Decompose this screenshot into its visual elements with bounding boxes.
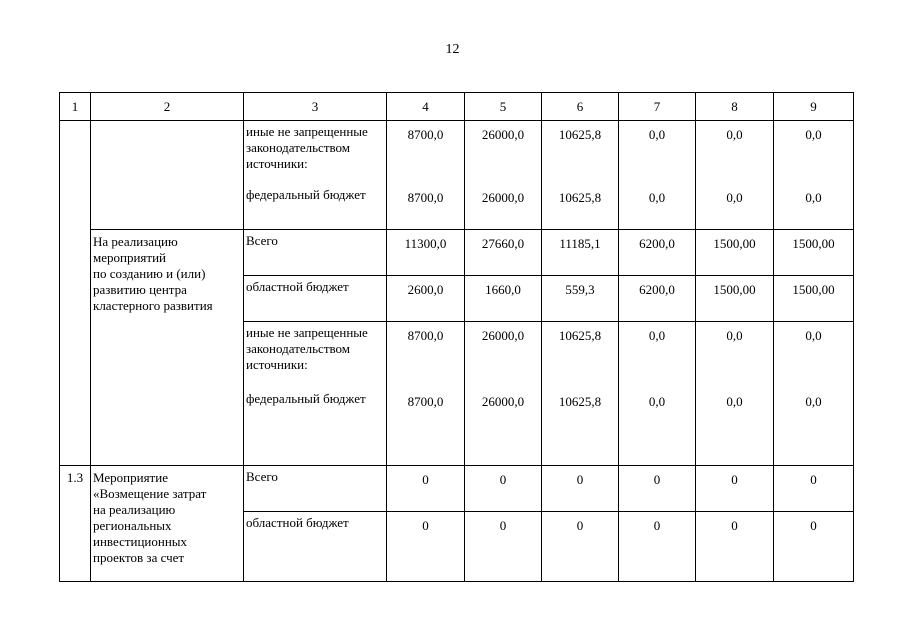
source-cell: федеральный бюджет: [244, 184, 387, 230]
value-cell: 0,0: [774, 184, 854, 230]
value-cell: 0: [696, 512, 774, 582]
name-line: инвестиционных: [93, 534, 188, 549]
name-line: на реализацию: [93, 502, 176, 517]
value-cell: 0,0: [619, 184, 696, 230]
header-cell: 8: [696, 93, 774, 121]
header-cell: 7: [619, 93, 696, 121]
value-cell: 1500,00: [696, 276, 774, 322]
value-cell: 26000,0: [465, 184, 542, 230]
value-cell: 0: [774, 512, 854, 582]
row-name-cell: [91, 230, 244, 466]
value-cell: 10625,8: [542, 121, 619, 184]
header-cell: 4: [387, 93, 465, 121]
page-number: 12: [445, 42, 460, 57]
value-cell: 2600,0: [387, 276, 465, 322]
value-cell: 8700,0: [387, 388, 465, 466]
header-cell: 6: [542, 93, 619, 121]
value-cell: 11300,0: [387, 230, 465, 276]
value-cell: 0: [619, 466, 696, 512]
value-cell: 0,0: [696, 121, 774, 184]
source-cell: федеральный бюджет: [244, 388, 387, 466]
name-line: развитию центра: [93, 282, 187, 297]
value-cell: 26000,0: [465, 322, 542, 388]
value-cell: 10625,8: [542, 322, 619, 388]
name-line: мероприятий: [93, 250, 166, 265]
value-cell: 1500,00: [774, 230, 854, 276]
value-cell: 0,0: [774, 322, 854, 388]
value-cell: 1500,00: [774, 276, 854, 322]
name-line: региональных: [93, 518, 172, 533]
name-line: Мероприятие: [93, 470, 168, 485]
name-line: кластерного развития: [93, 298, 213, 313]
value-cell: 0: [387, 512, 465, 582]
value-cell: 559,3: [542, 276, 619, 322]
value-cell: 0: [619, 512, 696, 582]
value-cell: 26000,0: [465, 121, 542, 184]
value-cell: 0: [542, 466, 619, 512]
header-cell: 1: [60, 93, 91, 121]
table-row: [60, 230, 854, 276]
value-cell: 0,0: [774, 121, 854, 184]
name-line: проектов за счет: [93, 550, 185, 565]
value-cell: 6200,0: [619, 230, 696, 276]
value-cell: 0,0: [696, 322, 774, 388]
header-cell: 5: [465, 93, 542, 121]
value-cell: 0,0: [619, 322, 696, 388]
source-line: источники:: [246, 357, 308, 372]
source-cell: [244, 121, 387, 184]
table-row: [60, 466, 854, 512]
source-cell: областной бюджет: [244, 512, 387, 582]
value-cell: 11185,1: [542, 230, 619, 276]
value-cell: 0: [465, 466, 542, 512]
value-cell: 10625,8: [542, 184, 619, 230]
value-cell: 0,0: [696, 184, 774, 230]
value-cell: 8700,0: [387, 322, 465, 388]
source-cell: [244, 322, 387, 388]
value-cell: 0: [465, 512, 542, 582]
source-line: законодательством: [246, 140, 351, 155]
header-cell: 3: [244, 93, 387, 121]
header-cell: 9: [774, 93, 854, 121]
value-cell: 26000,0: [465, 388, 542, 466]
value-cell: 27660,0: [465, 230, 542, 276]
name-line: На реализацию: [93, 234, 178, 249]
budget-table: [59, 92, 854, 582]
source-line: законодательством: [246, 341, 351, 356]
source-line: источники:: [246, 156, 308, 171]
name-line: по созданию и (или): [93, 266, 206, 281]
value-cell: 0,0: [774, 388, 854, 466]
header-row: [60, 93, 854, 121]
value-cell: 8700,0: [387, 184, 465, 230]
value-cell: 10625,8: [542, 388, 619, 466]
row-name-cell: [91, 121, 244, 230]
source-cell: Всего: [244, 230, 387, 276]
header-cell: 2: [91, 93, 244, 121]
row-name-cell: [91, 466, 244, 582]
value-cell: 0: [542, 512, 619, 582]
value-cell: 0,0: [619, 388, 696, 466]
value-cell: 1500,00: [696, 230, 774, 276]
value-cell: 0: [774, 466, 854, 512]
value-cell: 0: [696, 466, 774, 512]
value-cell: 0,0: [696, 388, 774, 466]
value-cell: 0,0: [619, 121, 696, 184]
value-cell: 6200,0: [619, 276, 696, 322]
value-cell: 8700,0: [387, 121, 465, 184]
source-cell: Всего: [244, 466, 387, 512]
row-index-cell: 1.3: [60, 466, 91, 582]
value-cell: 1660,0: [465, 276, 542, 322]
source-line: иные не запрещенные: [246, 325, 368, 340]
table-row: [60, 121, 854, 184]
value-cell: 0: [387, 466, 465, 512]
source-line: иные не запрещенные: [246, 124, 368, 139]
source-cell: областной бюджет: [244, 276, 387, 322]
name-line: «Возмещение затрат: [93, 486, 207, 501]
row-index-cell: [60, 121, 91, 466]
